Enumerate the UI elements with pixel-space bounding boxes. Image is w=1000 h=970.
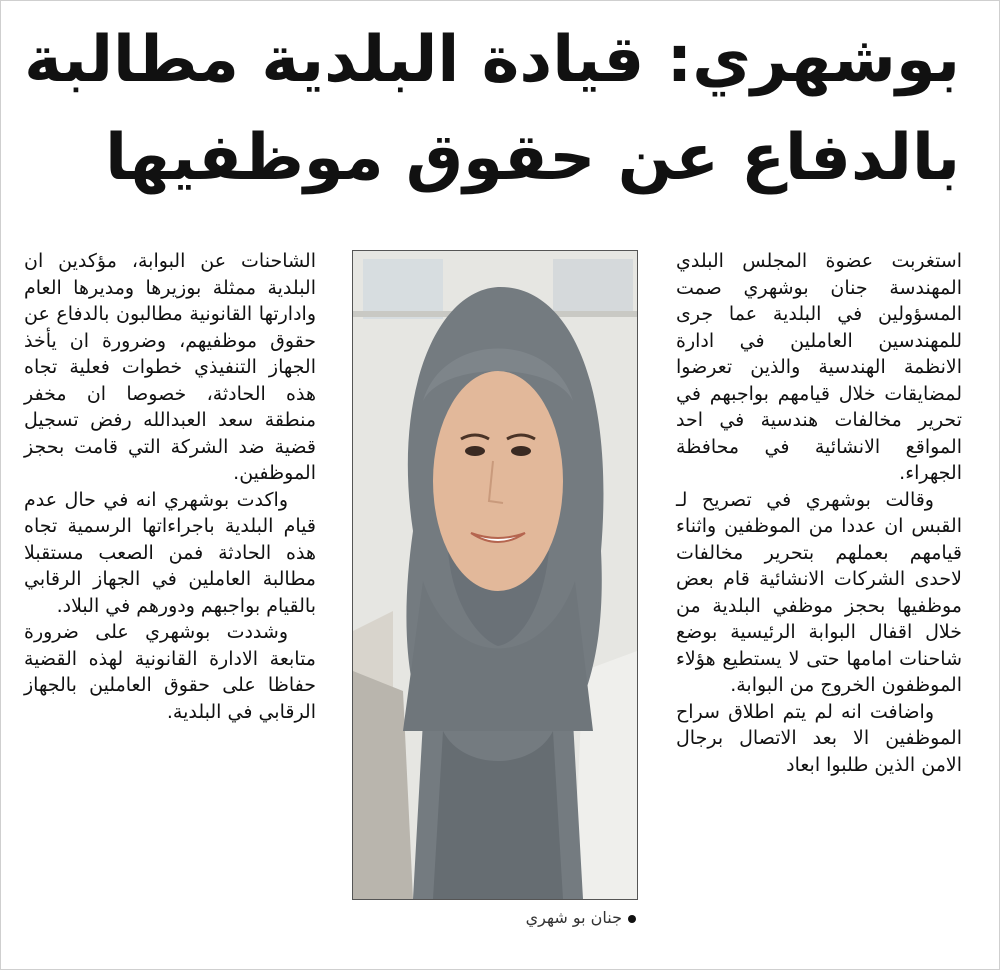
paragraph: الشاحنات عن البوابة، مؤكدين ان البلدية ممثلة بوزيرها ومديرها العام وادارتها القانونية مطالبون بالدفاع عن حقوق موظفيهم، وضرورة ان يأخذ الجهاز التنفيذي خطوات فعلية تجاه هذه الحادثة، خصوصا ان مخفر منطقة سعد العبدالله رفض تسجيل قضية ضد الشركة التي قامت بحجز الموظفين.	[24, 250, 316, 484]
article-column-left	[24, 248, 316, 725]
portrait-photo	[352, 250, 638, 900]
photo-caption-text: جنان بو شهري	[525, 908, 622, 927]
paragraph: واكدت بوشهري انه في حال عدم قيام البلدية باجراءاتها الرسمية تجاه هذه الحادثة فمن الصعب مستقبلا مطالبة العاملين في الجهاز الرقابي بالقيام بواجبهم ودورهم في البلاد.	[24, 488, 316, 617]
paragraph: واضافت انه لم يتم اطلاق سراح الموظفين الا بعد الاتصال برجال الامن الذين طلبوا ابعاد	[676, 700, 962, 776]
paragraph: وشددت بوشهري على ضرورة متابعة الادارة القانونية لهذه القضية حفاظا على حقوق العاملين بالجهاز الرقابي في البلدية.	[24, 621, 316, 723]
headline-line-2: بالدفاع عن حقوق موظفيها	[105, 121, 960, 195]
headline-line-1: بوشهري: قيادة البلدية مطالبة	[24, 23, 960, 97]
article-column-right	[676, 248, 962, 778]
paragraph: استغربت عضوة المجلس البلدي المهندسة جنان بوشهري صمت المسؤولين في البلدية عما جرى للمهندسين العاملين في ادارة الانظمة الهندسية والذين تعرضوا لمضايقات خلال قيامهم بواجبهم في تحرير مخالفات هندسية في احد المواقع الانشائية في محافظة الجهراء.	[676, 250, 962, 484]
caption-bullet-icon	[628, 915, 636, 923]
photo-caption	[456, 908, 636, 927]
paragraph: وقالت بوشهري في تصريح لـ القبس ان عددا من الموظفين واثناء قيامهم بعملهم بتحرير مخالفات لاحدى الشركات الانشائية قام بعض موظفيها بحجز موظفي البلدية من خلال اقفال البوابة الرئيسية بوضع شاحنات امامها حتى لا يستطيع هؤلاء الموظفون الخروج من البوابة.	[676, 488, 962, 696]
